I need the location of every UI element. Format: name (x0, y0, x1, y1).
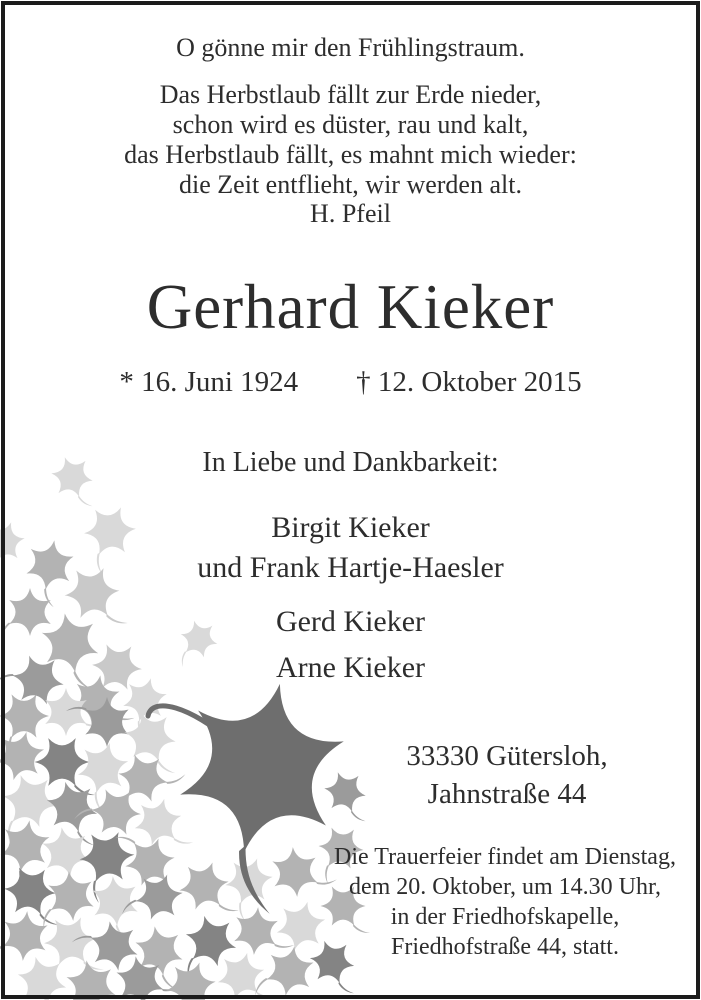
poem-opening-line: O gönne mir den Frühlingstraum. (176, 33, 525, 62)
funeral-line: Die Trauerfeier findet am Dienstag, (334, 844, 676, 870)
death-date: † 12. Oktober 2015 (356, 366, 582, 398)
deceased-name: Gerhard Kieker (146, 272, 555, 342)
funeral-line: in der Friedhofskapelle, (390, 904, 620, 930)
poem-line: Das Herbstlaub fällt zur Erde nieder, (159, 80, 542, 109)
funeral-line: Friedhofstraße 44, statt. (391, 934, 619, 960)
tribute-intro: In Liebe und Dankbarkeit: (202, 447, 499, 478)
address-city: 33330 Gütersloh, (406, 740, 608, 772)
mourner-name: und Frank Hartje-Haesler (197, 551, 504, 584)
poem-line: das Herbstlaub fällt, es mahnt mich wieder: (124, 140, 577, 169)
poem-author: H. Pfeil (310, 199, 391, 228)
address-block (357, 737, 657, 813)
mourner-name: Birgit Kieker (271, 511, 430, 544)
funeral-info (310, 842, 700, 962)
mourner-name: Gerd Kieker (275, 605, 426, 638)
poem-line: die Zeit entflieht, wir werden alt. (179, 170, 522, 199)
mourner-name: Arne Kieker (275, 651, 426, 684)
birth-date: * 16. Juni 1924 (119, 366, 299, 398)
poem-line: schon wird es düster, rau und kalt, (172, 110, 529, 139)
funeral-line: dem 20. Oktober, um 14.30 Uhr, (348, 874, 662, 900)
life-dates (0, 366, 701, 399)
address-street: Jahnstraße 44 (427, 778, 587, 810)
poem-stanza (0, 80, 701, 200)
